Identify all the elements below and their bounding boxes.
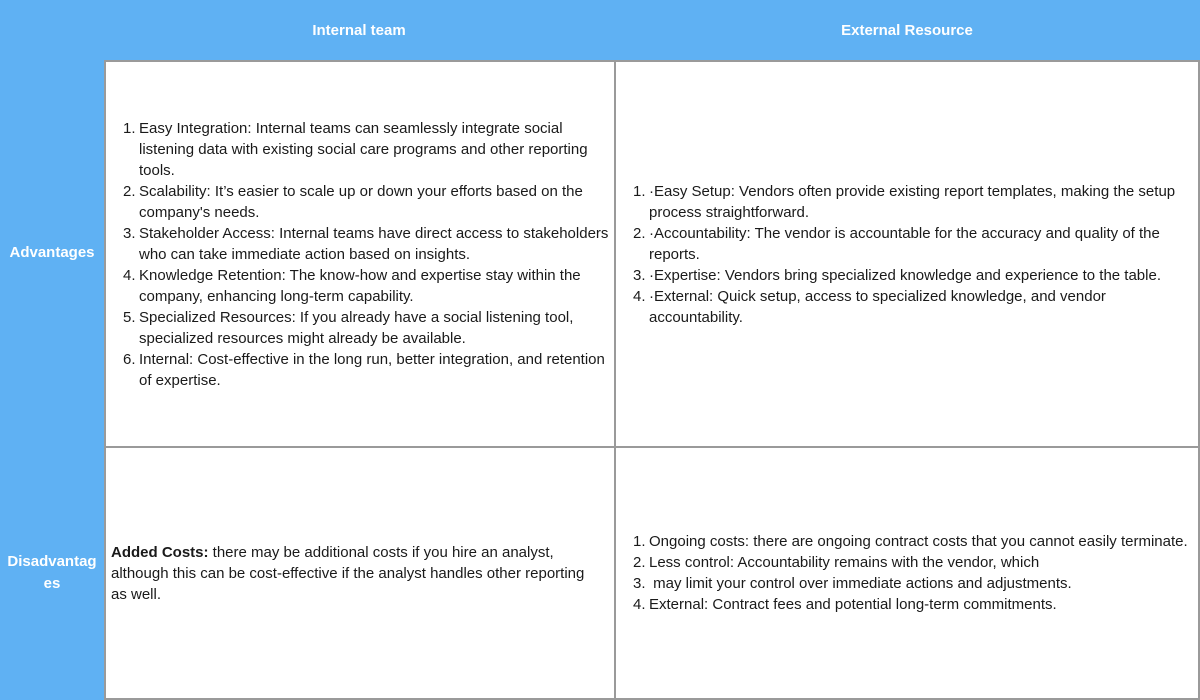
list-item xyxy=(633,573,1188,594)
list-number: 2. xyxy=(123,182,136,200)
list-item xyxy=(633,531,1188,552)
list-item xyxy=(633,286,1192,328)
list-text: ·Easy Setup: Vendors often provide existing report templates, making the setup process straightforward. xyxy=(649,182,1176,221)
list-item xyxy=(123,223,610,265)
list-number: 5. xyxy=(123,308,136,326)
list-text: Specialized Resources: If you already have a social listening tool, specialized resources might already be available. xyxy=(139,308,574,347)
cell-external-advantages xyxy=(614,60,1200,448)
list-number: 2. xyxy=(633,554,646,571)
list-number: 6. xyxy=(123,350,136,368)
header-external-resource: External Resource xyxy=(841,21,973,39)
list-item xyxy=(123,307,610,349)
list-number: 1. xyxy=(123,119,136,137)
internal-disadvantages-text xyxy=(111,542,600,605)
list-number: 4. xyxy=(123,266,136,284)
list-text: may limit your control over immediate actions and adjustments. xyxy=(649,575,1072,592)
list-text: ·External: Quick setup, access to specialized knowledge, and vendor accountability. xyxy=(649,287,1106,326)
list-text: ·Expertise: Vendors bring specialized knowledge and experience to the table. xyxy=(649,266,1161,284)
list-number: 1. xyxy=(633,182,646,200)
cell-external-disadvantages xyxy=(614,446,1200,700)
external-advantages-list xyxy=(633,181,1192,328)
row-label-disadvantages: Disadvantages xyxy=(7,553,97,592)
list-text: Knowledge Retention: The know-how and expertise stay within the company, enhancing long-term capability. xyxy=(139,266,581,305)
list-item xyxy=(633,223,1192,265)
external-disadvantages-list xyxy=(633,531,1188,615)
added-costs-label: Added Costs: xyxy=(111,543,209,561)
list-number: 4. xyxy=(633,596,646,613)
list-item xyxy=(123,118,610,181)
list-text: Easy Integration: Internal teams can seamlessly integrate social listening data with existing social care programs and other reporting tools. xyxy=(139,119,588,179)
list-text: External: Contract fees and potential long-term commitments. xyxy=(649,596,1057,613)
list-number: 3. xyxy=(123,224,136,242)
list-item xyxy=(633,265,1192,286)
list-item xyxy=(123,181,610,223)
list-number: 4. xyxy=(633,287,646,305)
cell-internal-disadvantages xyxy=(104,446,616,700)
row-label-advantages: Advantages xyxy=(9,244,95,261)
list-text: Stakeholder Access: Internal teams have direct access to stakeholders who can take immediate action based on insights. xyxy=(139,224,609,263)
added-costs-text: there may be additional costs if you hire an analyst, although this can be cost-effective if the analyst handles other reporting as well. xyxy=(111,543,585,603)
list-number: 2. xyxy=(633,224,646,242)
cell-internal-advantages xyxy=(104,60,616,448)
list-text: Scalability: It’s easier to scale up or down your efforts based on the company's needs. xyxy=(139,182,583,221)
internal-advantages-list xyxy=(123,118,610,391)
list-text: ·Accountability: The vendor is accountable for the accuracy and quality of the reports. xyxy=(649,224,1160,263)
list-item xyxy=(123,349,610,391)
list-number: 1. xyxy=(633,533,646,550)
list-item xyxy=(633,594,1188,615)
list-text: Ongoing costs: there are ongoing contract costs that you cannot easily terminate. xyxy=(649,533,1188,550)
list-item xyxy=(633,552,1188,573)
list-text: Less control: Accountability remains with the vendor, which xyxy=(649,554,1040,571)
list-number: 3. xyxy=(633,575,646,592)
header-internal-team: Internal team xyxy=(312,21,406,39)
list-text: Internal: Cost-effective in the long run, better integration, and retention of expertise. xyxy=(139,350,605,389)
list-number: 3. xyxy=(633,266,646,284)
list-item xyxy=(633,181,1192,223)
list-item xyxy=(123,265,610,307)
